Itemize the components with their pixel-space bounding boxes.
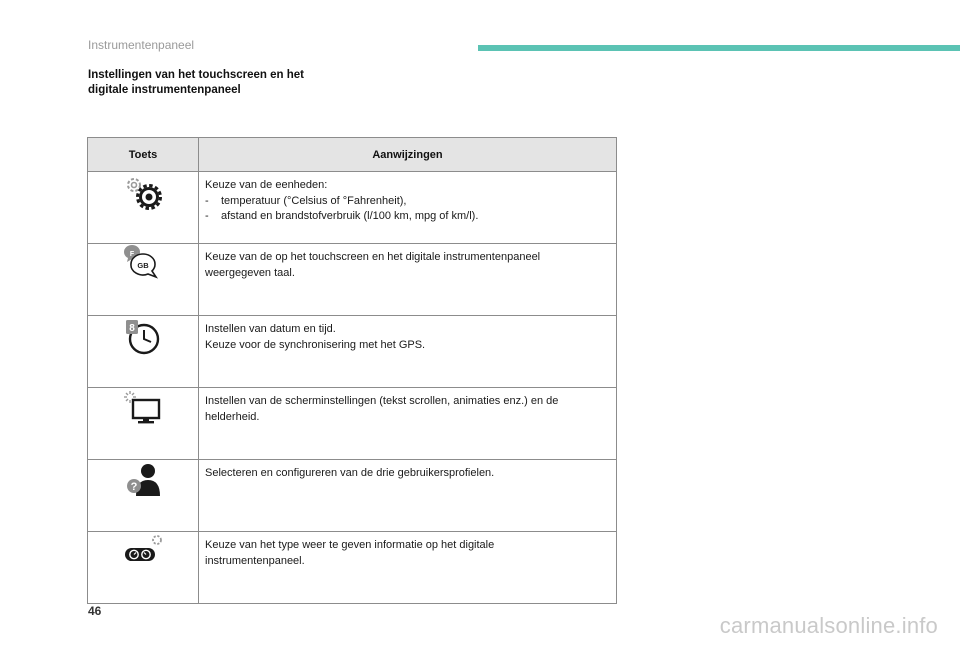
icon-cell: [88, 172, 199, 244]
notes-cell: [199, 532, 617, 604]
section-title: Instrumentenpaneel: [88, 38, 195, 52]
notes-line: instrumentenpaneel.: [205, 554, 305, 567]
notes-line: helderheid.: [205, 410, 260, 423]
notes-cell: [199, 172, 617, 244]
notes-bullet: [205, 194, 610, 210]
table-row: [88, 460, 617, 532]
units-gears-icon: [121, 172, 165, 212]
notes-bullet: [205, 209, 610, 225]
calendar-clock-icon: [121, 316, 165, 356]
watermark: carmanualsonline.info: [719, 613, 938, 638]
icon-cell: [88, 244, 199, 316]
notes-line: Selecteren en configureren van de drie gebruikersprofielen.: [205, 467, 495, 479]
notes-line: Instellen van de scherminstellingen (tekst scrollen, animaties enz.) en de: [205, 395, 559, 407]
settings-table: [87, 137, 617, 604]
heading-line-1: Instellingen van het touchscreen en het: [88, 69, 304, 81]
icon-cell: [88, 316, 199, 388]
notes-cell: [199, 244, 617, 316]
notes-line: weergegeven taal.: [205, 266, 295, 279]
page-number: 46: [88, 604, 102, 618]
icon-question-mark: ?: [130, 481, 138, 493]
heading-line-2: digitale instrumentenpaneel: [88, 84, 241, 96]
bullet-dash: -: [205, 210, 209, 222]
header-accent-bar: [478, 45, 960, 51]
screen-brightness-icon: [121, 388, 165, 426]
bullet-dash: -: [205, 194, 209, 207]
table-row: [88, 244, 617, 316]
table-row: [88, 532, 617, 604]
bullet-text: afstand en brandstofverbruik (l/100 km, mpg of km/l).: [221, 210, 479, 222]
col-header-notes: Aanwijzingen: [199, 138, 617, 172]
notes-line: Keuze voor de synchronisering met het GPS.: [205, 338, 426, 351]
page-heading: [88, 68, 388, 98]
language-bubble-icon: [121, 244, 165, 280]
user-profile-icon: [121, 460, 165, 500]
notes-cell: [199, 316, 617, 388]
icon-letter-f: F: [129, 251, 135, 258]
table-row: [88, 316, 617, 388]
icon-cell: [88, 532, 199, 604]
col-header-key: Toets: [88, 138, 199, 172]
icon-letters-gb: GB: [137, 261, 149, 270]
notes-line: Keuze van de eenheden:: [205, 179, 328, 191]
table-row: [88, 172, 617, 244]
notes-cell: [199, 460, 617, 532]
table-row: [88, 388, 617, 460]
icon-cell: [88, 388, 199, 460]
table-header-row: [88, 138, 617, 172]
notes-cell: [199, 388, 617, 460]
notes-line: Keuze van het type weer te geven informatie op het digitale: [205, 539, 495, 551]
notes-line: Instellen van datum en tijd.: [205, 323, 336, 335]
notes-line: Keuze van de op het touchscreen en het digitale instrumentenpaneel: [205, 251, 541, 263]
icon-cell: [88, 460, 199, 532]
bullet-text: temperatuur (°Celsius of °Fahrenheit),: [221, 194, 407, 207]
instrument-display-settings-icon: [119, 532, 167, 566]
icon-calendar-digit: 8: [129, 323, 135, 334]
